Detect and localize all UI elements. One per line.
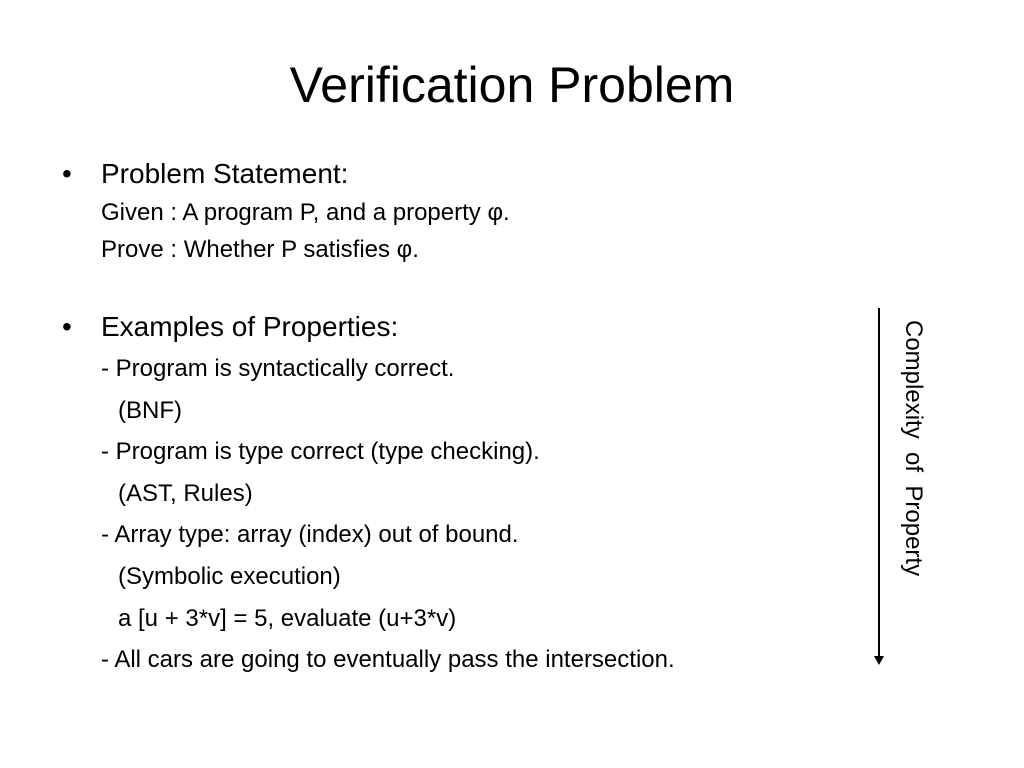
property-syntax: - Program is syntactically correct.	[101, 355, 455, 382]
property-array-example: a [u + 3*v] = 5, evaluate (u+3*v)	[118, 605, 457, 632]
bullet-1-line-prove: Prove : Whether P satisfies φ.	[101, 236, 419, 263]
property-liveness: - All cars are going to eventually pass the intersection.	[101, 646, 675, 673]
slide-title: Verification Problem	[289, 57, 735, 113]
bullet-2-label: Examples of Properties:	[101, 311, 399, 342]
property-syntax-note: (BNF)	[118, 397, 182, 424]
bullet-1-line-given: Given : A program P, and a property φ.	[101, 199, 510, 226]
property-type-note: (AST, Rules)	[118, 480, 253, 507]
bullet-1-dot: •	[62, 158, 72, 189]
complexity-arrow-line	[878, 308, 880, 658]
bullet-1-label: Problem Statement:	[101, 158, 349, 189]
property-array-note: (Symbolic execution)	[118, 563, 341, 590]
complexity-label: Complexity of Property	[900, 320, 927, 577]
property-array: - Array type: array (index) out of bound.	[101, 521, 519, 548]
property-type: - Program is type correct (type checking).	[101, 438, 540, 465]
complexity-arrow-head-icon	[874, 656, 884, 665]
bullet-2-dot: •	[62, 311, 72, 342]
